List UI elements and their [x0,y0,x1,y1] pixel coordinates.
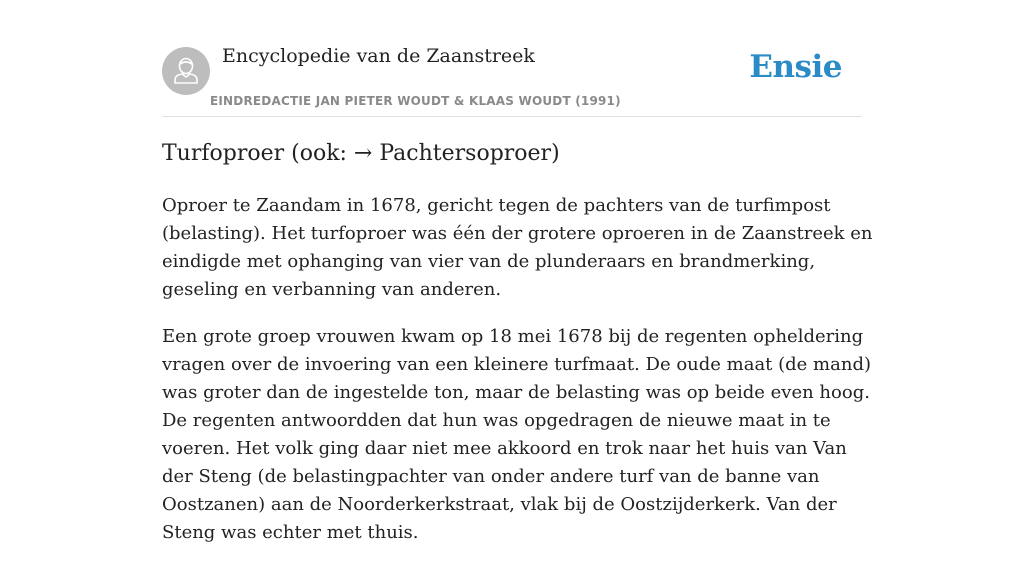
entry-title: Turfoproer (ook: → Pachtersoproer) [162,141,560,166]
source-editors: EINDREDACTIE JAN PIETER WOUDT & KLAAS WOUDT (1991) [210,94,621,108]
entry-body [162,192,874,566]
ensie-logo[interactable]: Ensie [749,49,842,85]
entry-paragraph: Een grote groep vrouwen kwam op 18 mei 1678 bij de regenten opheldering vragen over de invoering van een kleinere turfmaat. De oude maat (de mand) was groter dan de ingestelde ton, maar de belasting was op beide even hoog. De regenten antwoordden dat hun was opgedragen de nieuwe maat in te voeren. Het volk ging daar niet mee akkoord en trok naar het huis van Van der Steng (de belastingpachter van onder andere turf van de banne van Oostzanen) aan de Noorderkerkstraat, vlak bij de Oostzijderkerk. Van der Steng was echter met thuis. [162,326,871,543]
entry-paragraph: Oproer te Zaandam in 1678, gericht tegen de pachters van de turfimpost (belasting). Het turfoproer was één der grotere oproeren in de Zaanstreek en eindigde met ophanging van vier van de plunderaars en brandmerking, geseling en verbanning van anderen. [162,195,873,300]
user-icon [162,47,210,95]
source-header [162,0,862,117]
source-title[interactable]: Encyclopedie van de Zaanstreek [222,45,535,67]
avatar[interactable] [162,47,210,95]
